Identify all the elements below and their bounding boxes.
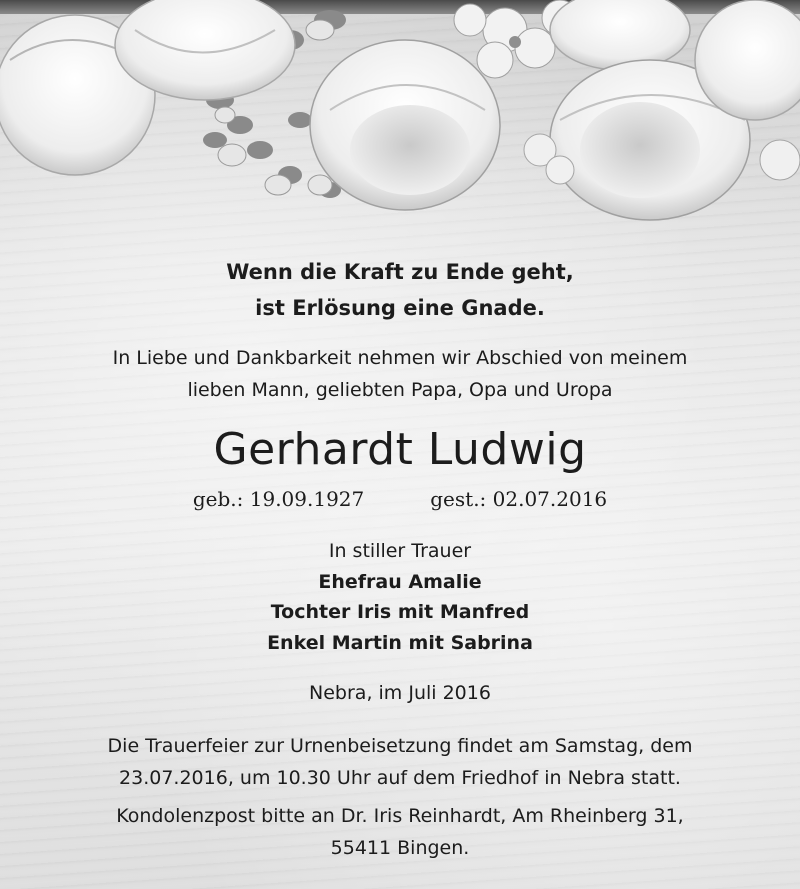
mourner-entry: Enkel Martin mit Sabrina [267,631,533,654]
mourner-entry: Ehefrau Amalie [318,570,482,593]
condolence-line-2: 55411 Bingen. [330,837,470,859]
condolence-address [0,800,800,864]
mourners-list [0,536,800,658]
mourners-lead: In stiller Trauer [328,540,472,562]
funeral-line-2: 23.07.2016, um 10.30 Uhr auf dem Friedhof in Nebra statt. [119,767,681,789]
intro-line-2: lieben Mann, geliebten Papa, Opa und Uropa [187,379,613,401]
life-dates [0,484,800,514]
intro-line-1: In Liebe und Dankbarkeit nehmen wir Abschied von meinem [112,347,688,369]
funeral-info [0,730,800,794]
funeral-line-1: Die Trauerfeier zur Urnenbeisetzung findet am Samstag, dem [107,735,693,757]
mourner-entry: Tochter Iris mit Manfred [270,601,530,623]
place-date: Nebra, im Juli 2016 [309,682,491,704]
motto-line-2: ist Erlösung eine Gnade. [255,296,545,320]
condolence-line-1: Kondolenzpost bitte an Dr. Iris Reinhardt, Am Rheinberg 31, [116,805,684,827]
intro-text [0,342,800,406]
deceased-name: Gerhardt Ludwig [213,424,587,475]
birth-date: geb.: 19.09.1927 [192,487,365,511]
tulip-flowers-image [0,0,800,230]
motto-quote [0,254,800,326]
motto-line-1: Wenn die Kraft zu Ende geht, [226,260,574,284]
death-date: gest.: 02.07.2016 [430,487,608,511]
